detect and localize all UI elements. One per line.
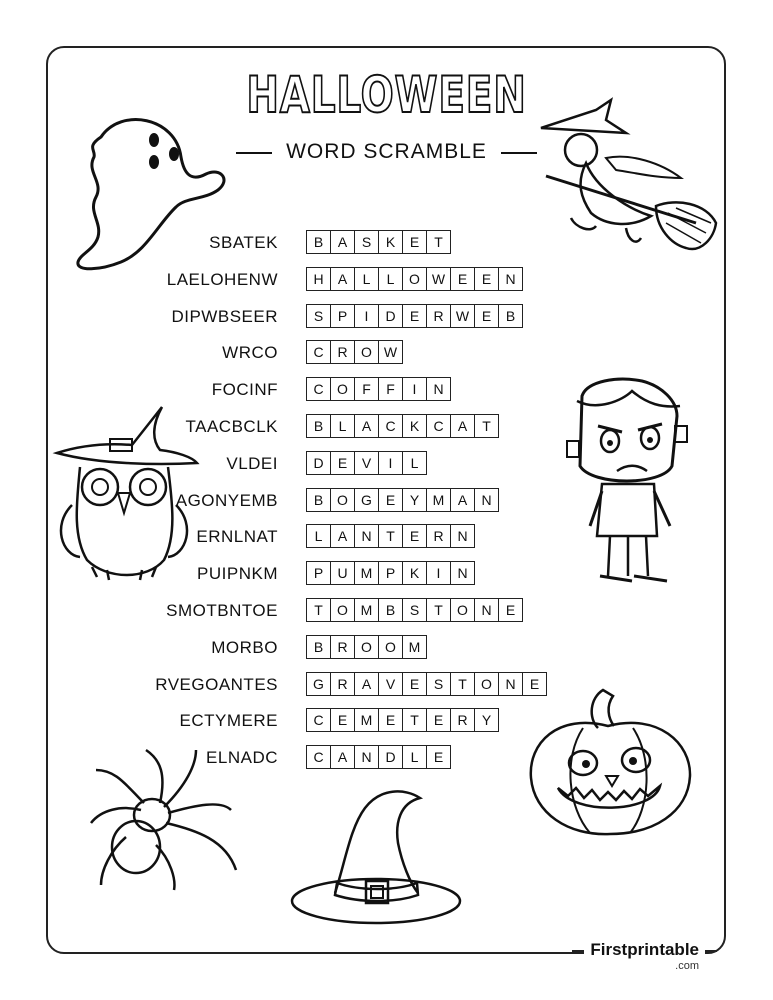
answer-letter-box: N [481,491,492,508]
answer-letter-box: A [331,525,355,547]
answer-letter-box: E [331,452,355,474]
answer-letter-box: V [355,452,379,474]
answer-letter-box: B [307,415,331,437]
answer-boxes[interactable] [306,267,523,291]
answer-letter-box: P [379,562,403,584]
answer-letter-box: N [457,528,468,545]
answer-letter-box: E [403,525,427,547]
answer-letter-box: I [403,378,427,400]
answer-letter-box: T [379,525,403,547]
answer-boxes[interactable] [306,708,499,732]
answer-letter-box: R [331,636,355,658]
puzzle-row [0,594,773,630]
answer-letter-box: N [505,270,516,287]
answer-boxes[interactable] [306,304,523,328]
scrambled-word: ELNADC [206,748,278,768]
scrambled-word: LAELOHENW [166,269,278,289]
answer-letter-box: V [379,673,403,695]
answer-letter-box: C [427,415,451,437]
answer-letter-box: O [355,636,379,658]
answer-letter-box: C [307,378,331,400]
answer-boxes[interactable] [306,672,547,696]
answer-letter-box: A [355,415,379,437]
answer-letter-box: O [475,673,499,695]
answer-boxes[interactable] [306,488,499,512]
ghost-icon [66,112,236,282]
answer-letter-box: E [331,709,355,731]
answer-letter-box: U [331,562,355,584]
answer-letter-box: S [427,673,451,695]
answer-letter-box: T [427,599,451,621]
answer-letter-box: E [451,268,475,290]
answer-letter-box: T [451,673,475,695]
answer-letter-box: S [307,305,331,327]
answer-letter-box: A [451,489,475,511]
answer-letter-box: O [331,489,355,511]
scrambled-word: ECTYMERE [179,711,278,731]
brand-name: Firstprintable [590,940,699,959]
answer-letter-box: D [379,746,403,768]
scrambled-word: FOCINF [211,380,278,400]
worksheet-subtitle: WORD SCRAMBLE [272,140,501,164]
answer-letter-box: L [307,525,331,547]
answer-letter-box: E [427,709,451,731]
answer-letter-box: E [433,749,444,766]
answer-letter-box: T [482,418,491,434]
answer-boxes[interactable] [306,598,523,622]
answer-letter-box: B [505,307,516,324]
answer-letter-box: M [355,599,379,621]
answer-letter-box: T [403,709,427,731]
scrambled-word: SMOTBNTOE [166,601,278,620]
answer-letter-box: L [410,454,419,471]
answer-letter-box: L [331,415,355,437]
answer-letter-box: C [307,341,331,363]
answer-letter-box: G [307,673,331,695]
answer-letter-box: B [307,489,331,511]
scrambled-word: WRCO [222,343,278,363]
answer-letter-box: R [451,709,475,731]
answer-boxes[interactable] [306,635,427,659]
answer-letter-box: B [307,231,331,253]
answer-boxes[interactable] [306,414,499,438]
answer-boxes[interactable] [306,524,475,548]
answer-letter-box: N [457,565,468,582]
answer-letter-box: C [307,709,331,731]
answer-letter-box: N [499,673,523,695]
answer-letter-box: C [307,746,331,768]
answer-boxes[interactable] [306,745,451,769]
answer-letter-box: B [307,636,331,658]
scrambled-word: ERNLNAT [196,527,278,547]
answer-letter-box: O [403,268,427,290]
witch-hat-icon [290,783,465,928]
answer-letter-box: B [379,599,403,621]
answer-letter-box: H [307,268,331,290]
answer-letter-box: K [403,562,427,584]
answer-boxes[interactable] [306,340,403,364]
answer-letter-box: D [379,305,403,327]
answer-letter-box: E [529,675,540,692]
answer-letter-box: A [355,673,379,695]
scrambled-word: DIPWBSEER [171,306,278,326]
answer-letter-box: L [355,268,379,290]
scrambled-word: PUIPNKM [197,564,278,584]
scrambled-word: MORBO [211,637,278,657]
answer-boxes[interactable] [306,377,451,401]
answer-letter-box: T [307,599,331,621]
answer-letter-box: F [355,378,379,400]
scrambled-word: SBATEK [209,233,278,252]
answer-letter-box: M [427,489,451,511]
answer-letter-box: M [355,709,379,731]
answer-letter-box: E [403,231,427,253]
brand-domain: .com [675,960,699,972]
answer-letter-box: I [355,305,379,327]
witch-on-broom-icon [536,98,721,263]
answer-letter-box: M [408,638,421,655]
answer-letter-box: E [475,305,499,327]
answer-letter-box: O [355,341,379,363]
answer-letter-box: E [379,709,403,731]
answer-letter-box: R [331,673,355,695]
answer-letter-box: E [403,305,427,327]
answer-letter-box: M [355,562,379,584]
zombie-boy-icon [562,376,692,586]
spider-icon [86,745,246,895]
answer-letter-box: W [383,344,398,361]
answer-letter-box: O [331,599,355,621]
scrambled-word: RVEGOANTES [155,674,278,694]
answer-letter-box: S [403,599,427,621]
answer-letter-box: I [427,562,451,584]
answer-letter-box: L [379,268,403,290]
jack-o-lantern-icon [528,688,693,838]
answer-letter-box: T [434,234,443,250]
answer-letter-box: A [451,415,475,437]
puzzle-row [0,631,773,667]
answer-letter-box: Y [403,489,427,511]
answer-letter-box: E [505,602,516,618]
answer-letter-box: E [379,489,403,511]
answer-letter-box: P [331,305,355,327]
answer-letter-box: N [475,599,499,621]
answer-letter-box: W [451,305,475,327]
answer-letter-box: C [379,415,403,437]
puzzle-row [0,336,773,372]
answer-letter-box: R [427,305,451,327]
scrambled-word: AGONYEMB [175,490,278,510]
answer-boxes[interactable] [306,451,427,475]
answer-letter-box: P [307,562,331,584]
answer-letter-box: O [379,636,403,658]
answer-letter-box: N [355,525,379,547]
answer-letter-box: I [379,452,403,474]
answer-letter-box: K [379,231,403,253]
answer-letter-box: W [427,268,451,290]
owl-with-hat-icon [52,405,202,585]
answer-letter-box: R [427,525,451,547]
scrambled-word: TAACBCLK [185,417,278,436]
answer-letter-box: S [355,231,379,253]
footer-brand [584,940,705,972]
answer-letter-box: N [355,746,379,768]
worksheet-title: HALLOWEEN [246,66,527,124]
answer-letter-box: Y [481,712,492,729]
answer-letter-box: O [331,378,355,400]
answer-boxes[interactable] [306,230,451,254]
answer-letter-box: E [403,673,427,695]
puzzle-row [0,300,773,336]
scrambled-word: VLDEI [226,453,278,473]
answer-letter-box: F [379,378,403,400]
answer-letter-box: A [331,746,355,768]
answer-letter-box: G [355,489,379,511]
answer-letter-box: A [331,231,355,253]
answer-letter-box: K [403,415,427,437]
answer-letter-box: A [331,268,355,290]
answer-letter-box: O [451,599,475,621]
answer-boxes[interactable] [306,561,475,585]
answer-letter-box: L [403,746,427,768]
answer-letter-box: E [475,268,499,290]
answer-letter-box: R [331,341,355,363]
answer-letter-box: D [307,452,331,474]
answer-letter-box: N [433,381,444,398]
